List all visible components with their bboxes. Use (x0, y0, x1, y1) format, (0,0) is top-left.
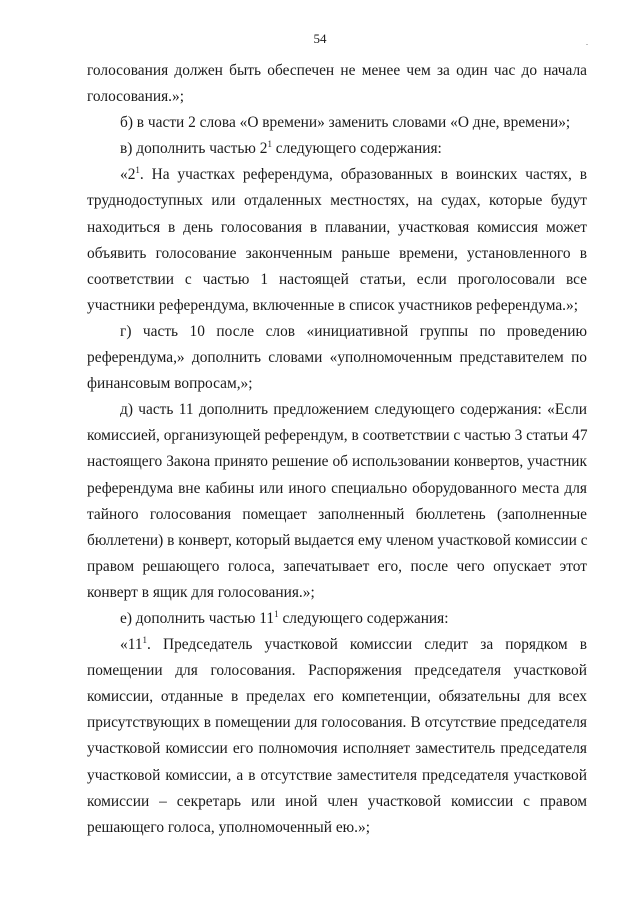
text-line (87, 606, 587, 632)
text-line: комиссией, организующей референдум, в соответствии с частью 3 статьи 47 (87, 427, 588, 445)
line-text-end: следующего содержания: (278, 609, 449, 627)
text-line (87, 136, 587, 162)
text-line: комиссии, отданные в пределах его компетенции, обязательны для всех (87, 688, 587, 706)
superscript-index: 1 (267, 139, 272, 150)
text-line: участники референдума, включенные в список участников референдума.»; (87, 296, 578, 314)
text-line: помещении для голосования. Распоряжения председателя участковой (87, 662, 587, 680)
text-line: д) часть 11 дополнить предложением следующего содержания: «Если (120, 401, 587, 419)
text-line: решающего голоса, уполномоченный ею.»; (87, 818, 370, 836)
line-text-end: . На участках референдума, образованных в воинских частях, в (139, 166, 587, 184)
line-text-start: е) дополнить частью 11 (120, 609, 275, 627)
text-line: соответствии с частью 1 настоящей статьи, если проголосовали все (87, 270, 587, 288)
text-line: труднодоступных или отдаленных местностях, на судах, которые будут (87, 192, 587, 210)
superscript-index: 1 (135, 165, 140, 176)
superscript-index: 1 (274, 608, 279, 619)
line-text-start: «11 (120, 636, 143, 654)
text-line: настоящего Закона принято решение об использовании конвертов, участник (87, 453, 587, 471)
line-text-end: следующего содержания: (271, 140, 442, 158)
text-line: референдума вне кабины или иного специально оборудованного места для (87, 479, 587, 497)
text-line: тайного голосования помещает заполненный бюллетень (заполненные (87, 505, 587, 523)
page-number: 54 (313, 31, 327, 46)
text-line (87, 632, 587, 658)
text-line: г) часть 10 после слов «инициативной группы по проведению (120, 322, 587, 340)
superscript-index: 1 (142, 635, 148, 646)
text-line: б) в части 2 слова «О времени» заменить словами «О дне, времени»; (120, 114, 571, 132)
text-line: финансовым вопросам,»; (87, 375, 253, 393)
text-line: участковой комиссии, а в отсутствие заместителя председателя участковой (87, 766, 587, 784)
text-line: голосования.»; (87, 88, 184, 106)
text-line: правом решающего голоса, запечатывает его, после чего опускает этот (87, 557, 587, 575)
line-text-start: в) дополнить частью 2 (120, 140, 268, 158)
text-line: конверт в ящик для голосования.»; (87, 583, 315, 601)
line-text-start: «2 (120, 166, 136, 184)
text-line: находиться в день голосования в плавании, участковая комиссия может (87, 218, 587, 236)
corner-mark: . (586, 38, 588, 47)
text-line: участковой комиссии его полномочия исполняет заместитель председателя (87, 740, 587, 758)
text-line: бюллетени) в конверт, который выдается ему членом участковой комиссии с (87, 531, 588, 549)
text-line (87, 162, 587, 188)
document-body (87, 58, 587, 841)
text-line: голосования должен быть обеспечен не менее чем за один час до начала (87, 62, 587, 79)
text-line: комиссии – секретарь или иной член участковой комиссии с правом (87, 792, 587, 810)
text-line: референдума,» дополнить словами «уполномоченным представителем по (87, 349, 587, 367)
text-line: присутствующих в помещении для голосования. В отсутствие председателя (87, 714, 587, 732)
text-line: объявить голосование законченным раньше времени, установленного в (87, 244, 587, 262)
line-text-end: . Председатель участковой комиссии следит за порядком в (147, 636, 587, 654)
